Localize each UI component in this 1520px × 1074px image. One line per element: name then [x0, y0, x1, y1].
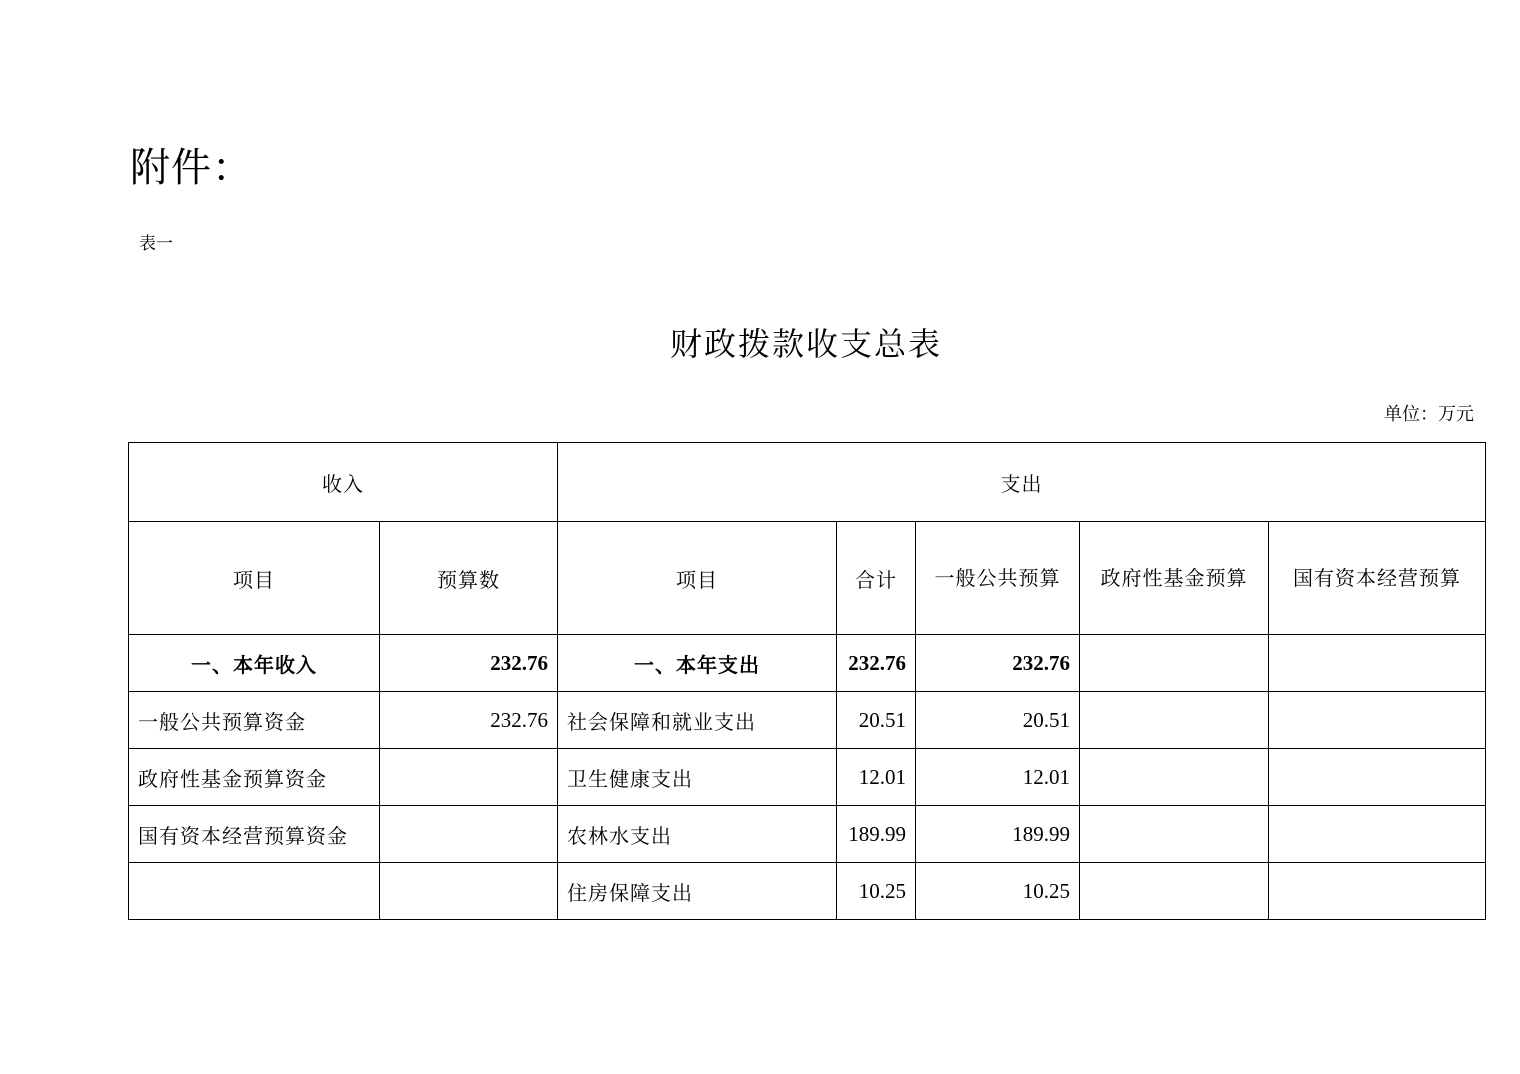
income-item-cell: 一、本年收入 [129, 635, 380, 692]
state-capital-budget-cell [1269, 635, 1486, 692]
income-group-header: 收入 [129, 443, 558, 522]
general-public-budget-cell: 189.99 [916, 806, 1080, 863]
table-number: 表一 [139, 234, 173, 254]
expense-item-cell: 社会保障和就业支出 [558, 692, 837, 749]
expense-total-header: 合计 [837, 522, 916, 635]
expense-item-cell: 一、本年支出 [558, 635, 837, 692]
income-item-cell [129, 863, 380, 920]
government-fund-budget-header: 政府性基金预算 [1080, 522, 1269, 635]
income-item-cell: 国有资本经营预算资金 [129, 806, 380, 863]
state-capital-budget-header: 国有资本经营预算 [1269, 522, 1486, 635]
expense-item-cell: 住房保障支出 [558, 863, 837, 920]
state-capital-budget-cell [1269, 806, 1486, 863]
general-public-budget-header: 一般公共预算 [916, 522, 1080, 635]
expense-item-cell: 农林水支出 [558, 806, 837, 863]
income-budget-header: 预算数 [380, 522, 558, 635]
table-row [129, 692, 1486, 749]
government-fund-budget-cell [1080, 692, 1269, 749]
general-public-budget-cell: 12.01 [916, 749, 1080, 806]
expense-total-cell: 10.25 [837, 863, 916, 920]
income-item-header: 项目 [129, 522, 380, 635]
state-capital-budget-cell [1269, 692, 1486, 749]
expense-total-cell: 12.01 [837, 749, 916, 806]
expense-total-cell: 189.99 [837, 806, 916, 863]
group-header-row [129, 443, 1486, 522]
government-fund-budget-cell [1080, 635, 1269, 692]
expense-item-cell: 卫生健康支出 [558, 749, 837, 806]
income-budget-cell [380, 806, 558, 863]
income-item-cell: 一般公共预算资金 [129, 692, 380, 749]
income-budget-cell [380, 863, 558, 920]
government-fund-budget-cell [1080, 863, 1269, 920]
income-budget-cell: 232.76 [380, 692, 558, 749]
state-capital-budget-cell [1269, 863, 1486, 920]
government-fund-budget-cell [1080, 806, 1269, 863]
state-capital-budget-cell [1269, 749, 1486, 806]
column-header-row [129, 522, 1486, 635]
table-row [129, 635, 1486, 692]
general-public-budget-cell: 232.76 [916, 635, 1080, 692]
budget-summary-table [128, 442, 1486, 920]
document-title: 财政拨款收支总表 [669, 325, 942, 363]
income-item-cell: 政府性基金预算资金 [129, 749, 380, 806]
general-public-budget-cell: 20.51 [916, 692, 1080, 749]
expense-total-cell: 20.51 [837, 692, 916, 749]
expense-total-cell: 232.76 [837, 635, 916, 692]
income-budget-cell: 232.76 [380, 635, 558, 692]
attachment-label: 附件： [130, 145, 253, 191]
table-row [129, 806, 1486, 863]
expense-group-header: 支出 [558, 443, 1486, 522]
government-fund-budget-cell [1080, 749, 1269, 806]
expense-item-header: 项目 [558, 522, 837, 635]
general-public-budget-cell: 10.25 [916, 863, 1080, 920]
table-row [129, 863, 1486, 920]
table-row [129, 749, 1486, 806]
income-budget-cell [380, 749, 558, 806]
unit-note: 单位：万元 [1384, 404, 1474, 425]
